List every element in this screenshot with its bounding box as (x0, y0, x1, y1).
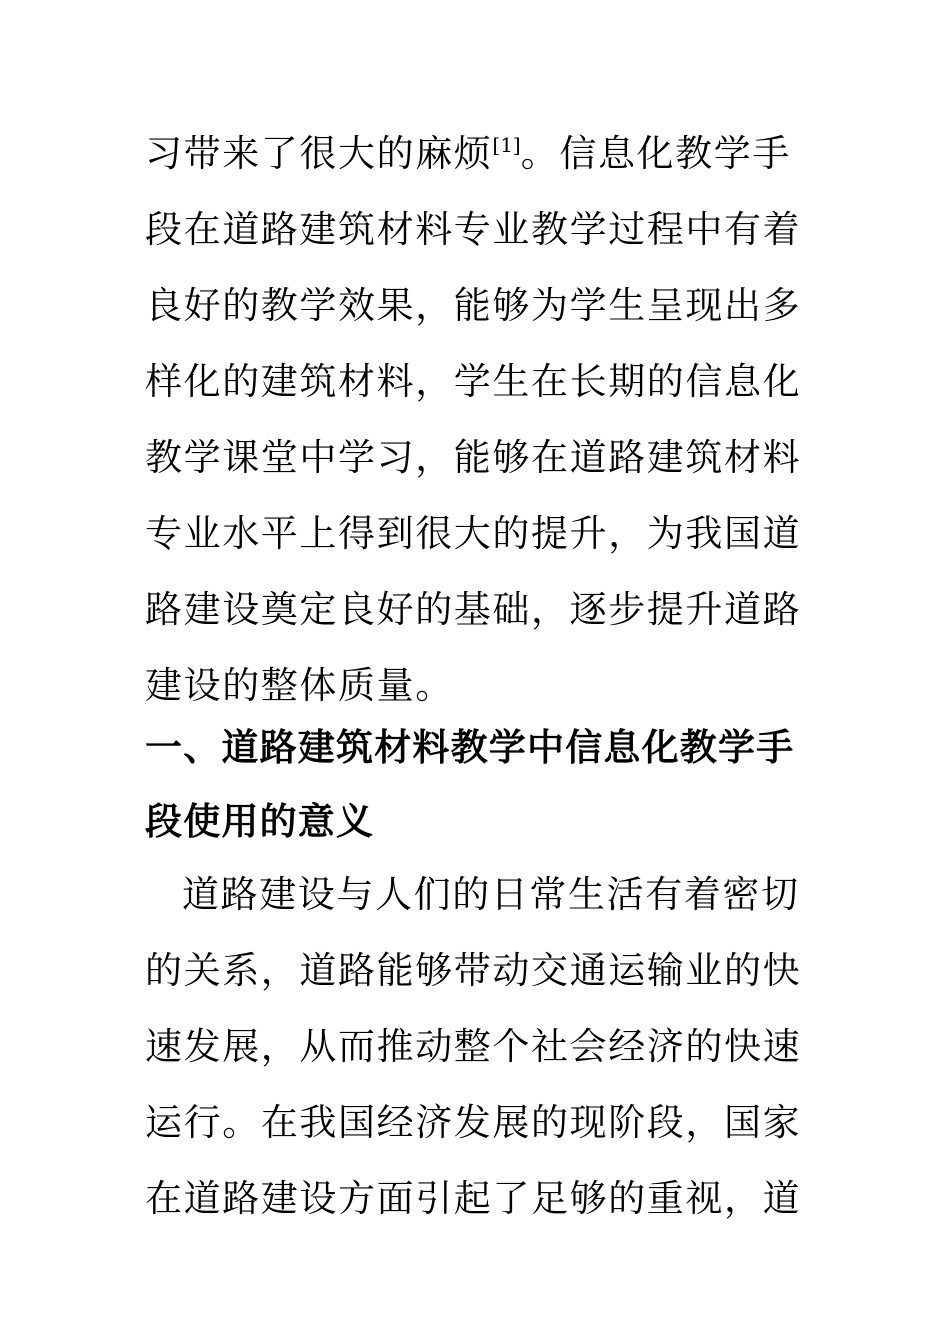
paragraph-line: 样化的建筑材料，学生在长期的信息化 (145, 360, 802, 403)
paragraph-line: 建设的整体质量。 (145, 664, 454, 707)
citation-marker: [1] (492, 133, 521, 157)
paragraph-text: 。信息化教学手 (520, 132, 791, 175)
section-heading-line: 段使用的意义 (145, 800, 375, 843)
paragraph-line: 教学课堂中学习，能够在道路建筑材料 (145, 436, 802, 479)
paragraph-line: 速发展，从而推动整个社会经济的快速 (145, 1025, 802, 1068)
paragraph-line: 道路建设与人们的日常生活有着密切 (182, 873, 800, 916)
section-heading-line: 一、道路建筑材料教学中信息化教学手 (145, 726, 795, 769)
paragraph-line: 运行。在我国经济发展的现阶段，国家 (145, 1101, 802, 1144)
paragraph-text: 习带来了很大的麻烦 (145, 132, 493, 175)
paragraph-line (145, 116, 815, 192)
paragraph-line: 的关系，道路能够带动交通运输业的快 (145, 949, 802, 992)
paragraph-line: 路建设奠定良好的基础，逐步提升道路 (145, 588, 802, 631)
paragraph-line: 专业水平上得到很大的提升，为我国道 (145, 512, 802, 555)
paragraph-line: 在道路建设方面引起了足够的重视，道 (145, 1177, 802, 1220)
paragraph-line: 段在道路建筑材料专业教学过程中有着 (145, 208, 802, 251)
paragraph-line: 良好的教学效果，能够为学生呈现出多 (145, 284, 802, 327)
